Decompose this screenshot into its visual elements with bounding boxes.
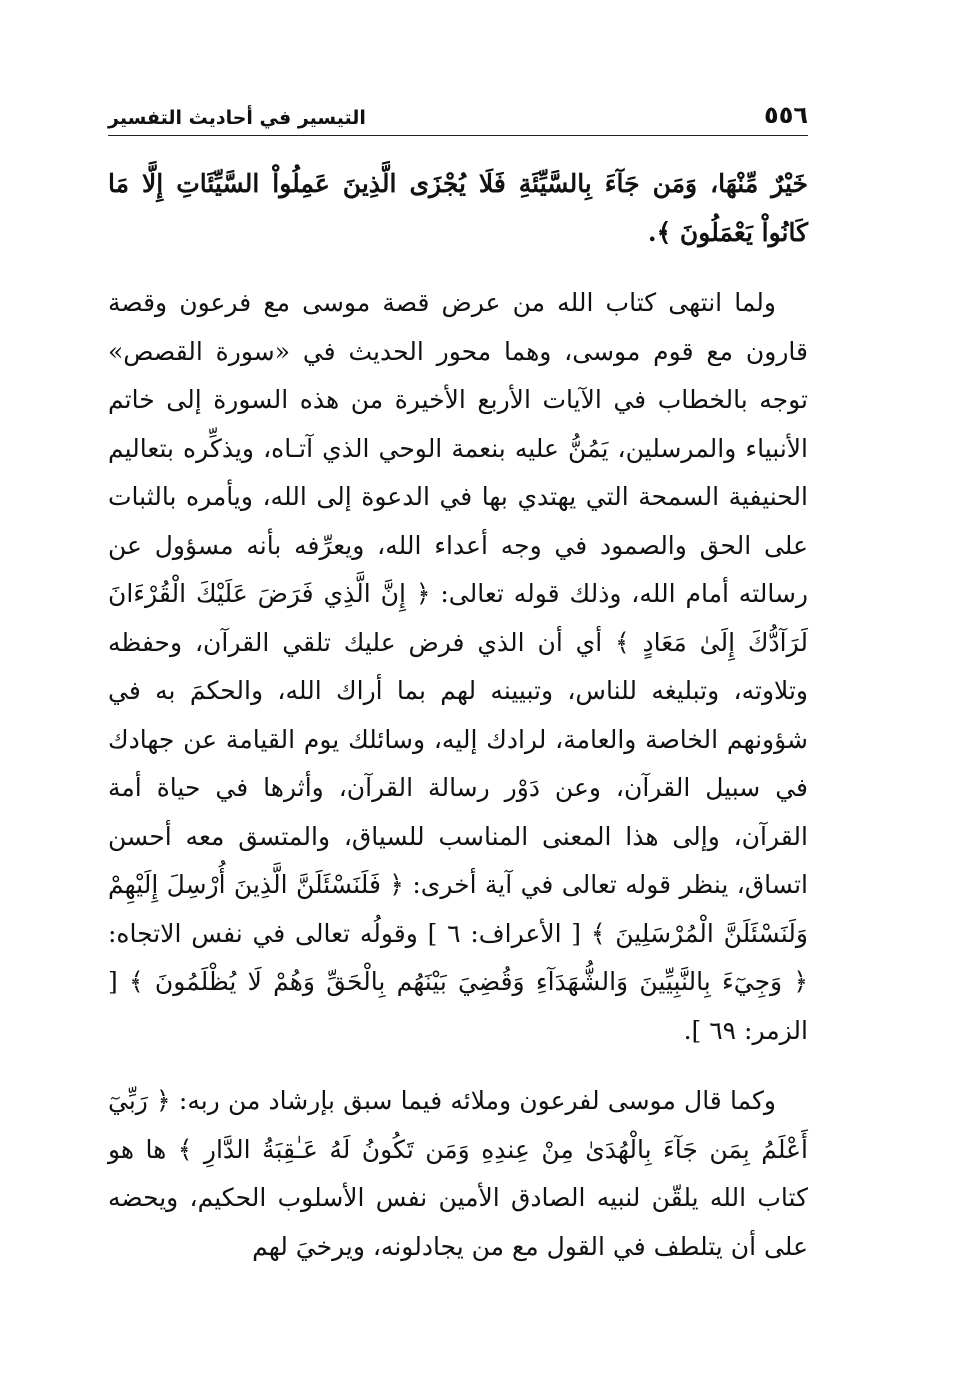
paragraph-1: ولما انتهى كتاب الله من عرض قصة موسى مع فرعون وقصة قارون مع قوم موسى، وهما محور الحديث في «سورة القصص» توجه بالخطاب في الآيات الأربع الأخيرة من هذه السورة إلى خاتم الأنبياء والمرسلين، يَمُنُّ عليه بنعمة الوحي الذي آتـاه، ويذكِّره بتعاليم الحنيفية السمحة التي يهتدي بها في الدعوة إلى الله، ويأمره بالثبات على الحق والصمود في وجه أعداء الله، ويعرِّفه بأنه مسؤول عن رسالته أمام الله، وذلك قوله تعالى: ﴿ إِنَّ الَّذِي فَرَضَ عَلَيْكَ الْقُرْءَانَ لَرَآدُّكَ إِلَىٰ مَعَادٍ ﴾ أي أن الذي فرض عليك تلقي القرآن، وحفظه وتلاوته، وتبليغه للناس، وتبيينه لهم بما أراك الله، والحكمَ به في شؤونهم الخاصة والعامة، لرادك إليه، وسائلك يوم القيامة عن جهادك في سبيل القرآن، وعن دَوْر رسالة القرآن، وأثرها في حياة أمة القرآن، وإلى هذا المعنى المناسب للسياق، والمتسق معه أحسن اتساق، ينظر قوله تعالى في آية أخرى: ﴿ فَلَنَسْئَلَنَّ الَّذِينَ أُرْسِلَ إِلَيْهِمْ وَلَنَسْئَلَنَّ الْمُرْسَلِينَ ﴾ [ الأعراف: ٦ ] وقولُه تعالى في نفس الاتجاه: ﴿ وَجِيٓءَ بِالنَّبِيِّينَ وَالشُّهَدَآءِ وَقُضِيَ بَيْنَهُم بِالْحَقِّ وَهُمْ لَا يُظْلَمُونَ ﴾ [ الزمر: ٦٩ ]. xyxy=(108,288,808,1045)
body-text xyxy=(108,160,808,1271)
book-title: التيسير في أحاديث التفسير xyxy=(108,107,366,129)
verse-continuation: خَيْرٌ مِّنْهَا، وَمَن جَآءَ بِالسَّيِّئَةِ فَلَا يُجْزَى الَّذِينَ عَمِلُواْ السَّيِّئَاتِ إِلَّا مَا كَانُواْ يَعْمَلُونَ ﴾. xyxy=(108,169,808,247)
page-number: ٥٥٦ xyxy=(764,101,808,129)
paragraph-2: وكما قال موسى لفرعون وملائه فيما سبق بإرشاد من ربه: ﴿ رَبِّيٓ أَعْلَمُ بِمَن جَآءَ بِالْهُدَىٰ مِنْ عِندِهِ وَمَن تَكُونُ لَهُ عَـٰقِبَةُ الدَّارِ ﴾ ها هو كتاب الله يلقّن لنبيه الصادق الأمين نفس الأسلوب الحكيم، ويحضه على أن يتلطف في القول مع من يجادلونه، ويرخيَ لهم xyxy=(108,1086,808,1261)
running-header xyxy=(108,96,808,136)
